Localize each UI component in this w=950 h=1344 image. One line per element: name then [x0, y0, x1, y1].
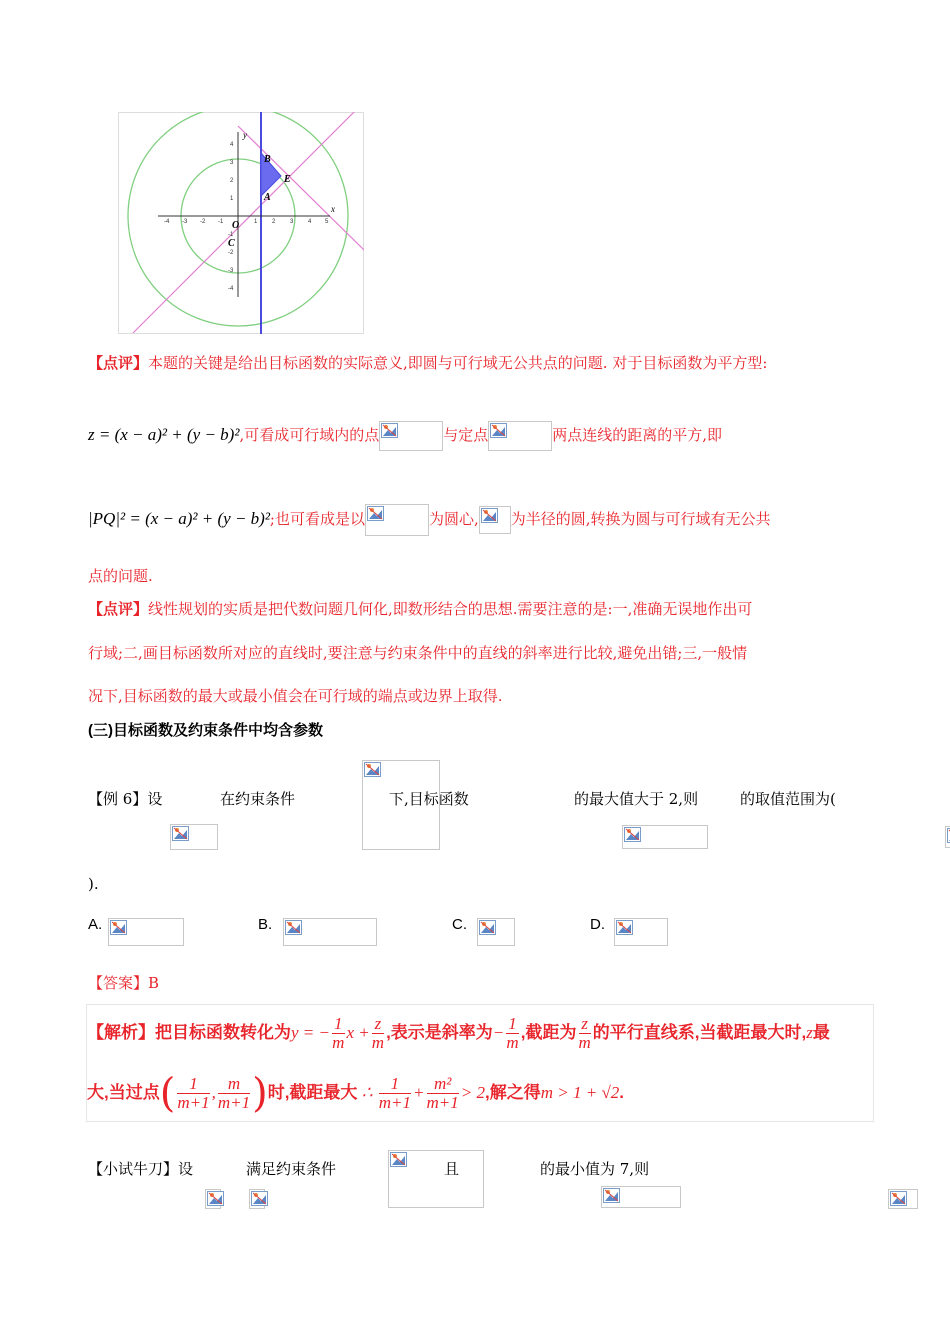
- comment1-line4: [88, 565, 153, 587]
- image-placeholder: [479, 506, 511, 534]
- image-placeholder: [205, 1189, 221, 1209]
- example6-t1: 设: [147, 790, 163, 808]
- figure-svg: [118, 112, 364, 334]
- broken-image-icon: [616, 920, 633, 935]
- practice-block: [88, 1150, 888, 1210]
- svg-text:4: 4: [308, 219, 312, 225]
- comment1-t3: 两点连线的距离的平方,即: [552, 426, 723, 444]
- analysis-line2: 大,当过点( $\frac{1}{m+1}$ , $\frac{m}{m+1}$ )时,截距最大 ∴ $\frac{1}{m+1}$ + $\frac{\text{m²}}{m+1}$ > 2,解之得m > 1 + √2.: [87, 1070, 625, 1117]
- image-placeholder: [283, 918, 377, 946]
- option-d-label: D.: [590, 916, 605, 933]
- y-axis-label: y: [243, 130, 247, 140]
- point-label-o: O: [232, 220, 240, 231]
- example6-t2: 在约束条件: [220, 790, 296, 808]
- analysis-t8: > 2: [460, 1083, 485, 1102]
- image-placeholder: [945, 826, 950, 848]
- example6-block: [88, 760, 888, 850]
- broken-image-icon: [624, 827, 641, 842]
- analysis-t9: ,解之得: [484, 1083, 541, 1102]
- analysis-t4: 的平行直线系,当截距最大时,: [592, 1023, 807, 1042]
- frac-sum-2: $\frac{\text{m²}}{m+1}$: [426, 1074, 459, 1113]
- practice-tag: 【小试牛刀】: [88, 1160, 179, 1178]
- image-placeholder: [622, 825, 708, 849]
- svg-text:5: 5: [325, 219, 329, 225]
- broken-image-icon: [285, 920, 302, 935]
- comment2-tag: 【点评】: [88, 600, 149, 618]
- point-label-b: B: [264, 154, 271, 165]
- option-a-label: A.: [88, 916, 103, 933]
- comment1-t1: ,可看成可行域内的点: [239, 426, 380, 444]
- broken-image-icon: [479, 920, 496, 935]
- comment2-line3: [88, 685, 503, 707]
- analysis-t10: m > 1 + √2: [540, 1083, 620, 1102]
- example6-t4: 的最大值大于 2,则: [574, 790, 699, 808]
- example6-t3: 下,目标函数: [389, 790, 469, 808]
- broken-image-icon: [251, 1191, 268, 1206]
- coordinate-figure: [118, 112, 364, 334]
- broken-image-icon: [481, 508, 498, 523]
- image-placeholder: [170, 824, 218, 850]
- broken-image-icon: [110, 920, 127, 935]
- image-placeholder: [108, 918, 184, 946]
- example6-text: [88, 788, 162, 810]
- analysis-f1: y = −: [291, 1023, 330, 1042]
- svg-text:3: 3: [290, 219, 294, 225]
- analysis-tag: 【解析】: [87, 1023, 155, 1042]
- svg-text:4: 4: [230, 142, 234, 148]
- broken-image-icon: [364, 762, 381, 777]
- comment2-line1: [88, 598, 752, 620]
- answer-value: B: [148, 974, 160, 992]
- section-heading: (三)目标函数及约束条件中均含参数: [88, 722, 323, 739]
- answer-tag: 【答案】: [88, 974, 149, 992]
- svg-text:-2: -2: [228, 250, 234, 256]
- svg-text:1: 1: [230, 196, 234, 202]
- practice-t1: 设: [178, 1160, 194, 1178]
- practice-t4: 的最小值为 7,则: [540, 1160, 650, 1178]
- x-axis-label: x: [331, 204, 335, 214]
- svg-text:-2: -2: [200, 219, 206, 225]
- example6-t5: 的取值范围为(: [740, 790, 836, 808]
- analysis-t3: ,截距为: [520, 1023, 577, 1042]
- formula-pq: |PQ|² = (x − a)² + (y − b)²: [88, 509, 270, 528]
- broken-image-icon: [490, 423, 507, 438]
- comment1-tag: 【点评】: [88, 354, 149, 372]
- comment1-line3: [88, 503, 771, 535]
- option-b[interactable]: [258, 912, 382, 948]
- image-placeholder: [365, 504, 429, 536]
- broken-image-icon: [207, 1191, 224, 1206]
- frac-z-over-m: $\frac{z}{m}$: [371, 1014, 385, 1053]
- comment1-t7: 点的问题.: [88, 567, 153, 585]
- practice-lead: [88, 1158, 193, 1180]
- broken-image-icon: [390, 1152, 407, 1167]
- image-placeholder: [379, 421, 443, 451]
- svg-text:-4: -4: [228, 286, 234, 292]
- practice-t3: 且: [444, 1160, 460, 1178]
- image-placeholder: [888, 1189, 918, 1209]
- option-a[interactable]: [88, 912, 188, 948]
- example6-tag: 【例 6】: [88, 790, 148, 808]
- svg-text:-1: -1: [218, 219, 224, 225]
- comment1-text: 本题的关键是给出目标函数的实际意义,即圆与可行域无公共点的问题. 对于目标函数为平方型:: [148, 354, 768, 372]
- option-c[interactable]: [452, 912, 518, 948]
- example6-t6: ).: [88, 875, 99, 893]
- image-placeholder: [477, 918, 515, 946]
- comment2-l3: 况下,目标函数的最大或最小值会在可行域的端点或边界上取得.: [88, 687, 503, 705]
- analysis-t7: 时,截距最大: [267, 1083, 358, 1102]
- svg-text:-3: -3: [182, 219, 188, 225]
- broken-image-icon: [890, 1191, 907, 1206]
- frac-point-x: $\frac{1}{m+1}$: [177, 1074, 210, 1113]
- analysis-line1: 【解析】把目标函数转化为y = − $\frac{1}{m}$ x + $\frac{z}{m}$ ,表示是斜率为− $\frac{1}{m}$ ,截距为 $\frac{z}{m}$ 的平行直线系,当截距最大时,z最: [87, 1014, 830, 1053]
- broken-image-icon: [367, 506, 384, 521]
- svg-text:-1: -1: [228, 232, 234, 238]
- frac-1-over-m: $\frac{1}{m}$: [332, 1014, 345, 1053]
- svg-text:2: 2: [272, 219, 276, 225]
- svg-text:1: 1: [254, 219, 258, 225]
- option-c-label: C.: [452, 916, 467, 933]
- analysis-t5: 最: [812, 1023, 830, 1042]
- point-label-a: A: [264, 192, 271, 203]
- comment1-line2: [88, 420, 722, 450]
- image-placeholder: [601, 1186, 681, 1208]
- frac-sum-1: $\frac{1}{m+1}$: [378, 1074, 412, 1113]
- analysis-t1: 把目标函数转化为: [155, 1023, 291, 1042]
- frac-slope: $\frac{1}{m}$: [506, 1014, 519, 1053]
- point-label-c: C: [228, 238, 235, 249]
- analysis-t6: 大,当过点: [87, 1083, 160, 1102]
- image-placeholder: [249, 1189, 265, 1209]
- practice-t2: 满足约束条件: [246, 1160, 337, 1178]
- answer-line: [88, 972, 159, 994]
- comment1-t4: ;也可看成是以: [269, 510, 365, 528]
- analysis-t11: .: [619, 1083, 625, 1102]
- option-d[interactable]: [590, 912, 672, 948]
- point-label-e: E: [284, 174, 291, 185]
- formula-z: z = (x − a)² + (y − b)²: [88, 425, 240, 444]
- broken-image-icon: [603, 1188, 620, 1203]
- image-placeholder: [614, 918, 668, 946]
- broken-image-icon: [381, 423, 398, 438]
- comment1-t2: 与定点: [443, 426, 489, 444]
- image-placeholder: [488, 421, 552, 451]
- comment1-t5: 为圆心,: [428, 510, 479, 528]
- analysis-box: [86, 1004, 874, 1122]
- option-b-label: B.: [258, 916, 273, 933]
- svg-text:3: 3: [230, 160, 234, 166]
- analysis-t2: ,表示是斜率为: [386, 1023, 493, 1042]
- comment1-line1: [88, 352, 767, 374]
- image-placeholder: [388, 1150, 484, 1208]
- comment2-l2: 行域;二,画目标函数所对应的直线时,要注意与约束条件中的直线的斜率进行比较,避免出错;三,一般情: [88, 644, 748, 662]
- frac-point-y: $\frac{m}{m+1}$: [217, 1074, 251, 1113]
- comment2-line2: [88, 642, 747, 664]
- svg-text:-4: -4: [164, 219, 170, 225]
- broken-image-icon: [172, 826, 189, 841]
- svg-text:-3: -3: [228, 268, 234, 274]
- comment2-l1: 线性规划的实质是把代数问题几何化,即数形结合的思想.需要注意的是:一,准确无误地作出可: [148, 600, 753, 618]
- svg-text:2: 2: [230, 178, 234, 184]
- comment1-t6: 为半径的圆,转换为圆与可行域有无公共: [510, 510, 771, 528]
- frac-intercept: $\frac{z}{m}$: [578, 1014, 591, 1053]
